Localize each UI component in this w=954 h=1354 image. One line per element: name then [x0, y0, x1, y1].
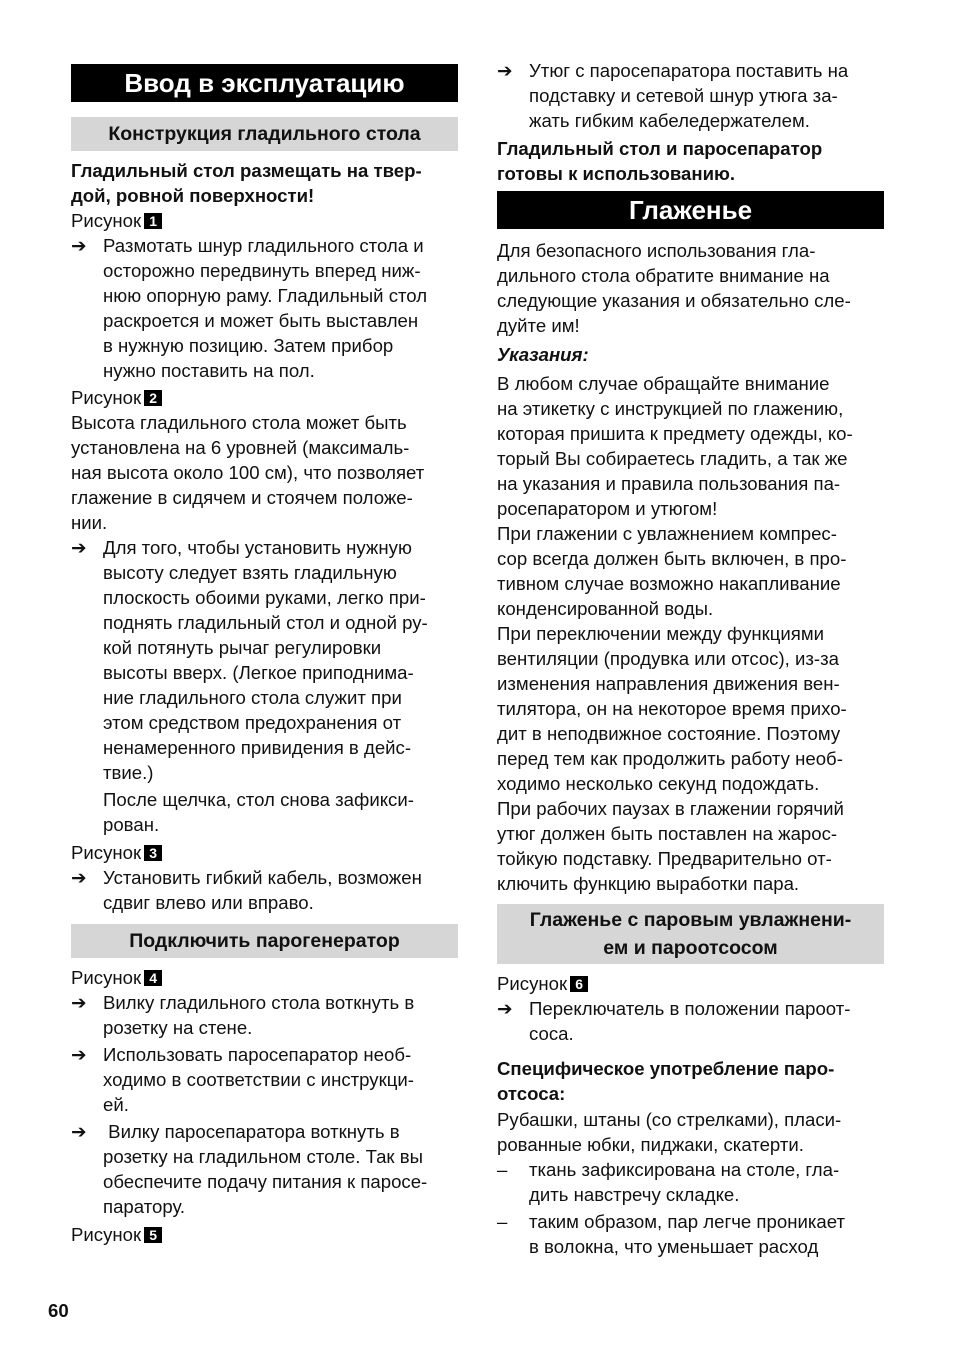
figure-number-badge: 6 — [570, 976, 588, 992]
figure-number-badge: 1 — [144, 213, 162, 229]
page-number: 60 — [48, 1300, 69, 1321]
note-line: При рабочих паузах в глажении горячий — [497, 798, 844, 819]
step-line: кой потянуть рычаг регулировки — [103, 637, 382, 658]
figure-ref-label: Рисунок — [71, 387, 142, 408]
step-line: розетку на гладильном столе. Так вы — [103, 1146, 423, 1167]
figure-ref-2 — [71, 385, 162, 410]
ready-note-line: Гладильный стол и паросепаратор — [497, 138, 823, 159]
paragraph-line: глажение в сидячем и стоячем положе- — [71, 487, 413, 508]
subsection-title-line: ем и пароотсосом — [603, 937, 778, 959]
note-line: на этикетку с инструкцией по глажению, — [497, 398, 844, 419]
paragraph-line: Высота гладильного стола может быть — [71, 412, 407, 433]
paragraph-line: Рубашки, штаны (со стрелками), пласи- — [497, 1109, 842, 1130]
dash-bullet: – — [497, 1159, 508, 1180]
specific-use-heading: Специфическое употребление паро- — [497, 1058, 835, 1079]
note-line: дит в неподвижное состояние. Поэтому — [497, 723, 841, 744]
note-line: которая пришита к предмету одежды, ко- — [497, 423, 853, 444]
step-line: поднять гладильный стол и одной ру- — [103, 612, 428, 633]
step-line: в нужную позицию. Затем прибор — [103, 335, 394, 356]
note-line: тойкую подставку. Предварительно от- — [497, 848, 832, 869]
paragraph-line: Для безопасного использования гла- — [497, 240, 816, 261]
arrow-icon: ➔ — [71, 1044, 87, 1065]
figure-ref-1 — [71, 208, 162, 233]
step-line: твие.) — [103, 762, 154, 783]
step-line: После щелчка, стол снова зафикси- — [103, 789, 414, 810]
paragraph-line: установлена на 6 уровней (максималь- — [71, 437, 410, 458]
subsection-title-steam-ironing — [497, 904, 884, 964]
arrow-icon: ➔ — [497, 60, 513, 81]
paragraph-line: дуйте им! — [497, 315, 580, 336]
step-line: ние гладильного стола служит при — [103, 687, 402, 708]
step-line: Утюг с паросепаратора поставить на — [529, 60, 849, 81]
note-line: При глажении с увлажнением компрес- — [497, 523, 837, 544]
section-title-ironing: Глаженье — [497, 191, 884, 229]
figure-ref-label: Рисунок — [71, 842, 142, 863]
note-line: росепаратором и утюгом! — [497, 498, 718, 519]
step-line: жать гибким кабеледержателем. — [529, 110, 810, 131]
figure-number-badge: 4 — [144, 970, 162, 986]
arrow-icon: ➔ — [497, 998, 513, 1019]
dash-bullet: – — [497, 1211, 508, 1232]
step-line: розетку на стене. — [103, 1017, 253, 1038]
note-line: утюг должен быть поставлен на жарос- — [497, 823, 838, 844]
section-title-operation: Ввод в эксплуатацию — [71, 64, 458, 102]
subsection-title-line: Глаженье с паровым увлажнени- — [529, 909, 852, 931]
arrow-icon: ➔ — [71, 867, 87, 888]
note-line: торый Вы собираетесь гладить, а так же — [497, 448, 848, 469]
intro-warning-line: Гладильный стол размещать на твер- — [71, 160, 422, 181]
step-line: высоты вверх. (Легкое приподнима- — [103, 662, 414, 683]
step-line: сдвиг влево или вправо. — [103, 892, 314, 913]
figure-ref-label: Рисунок — [71, 210, 142, 231]
note-line: тивном случае возможно накапливание — [497, 573, 841, 594]
step-line: Вилку паросепаратора воткнуть в — [103, 1121, 400, 1142]
notes-label: Указания: — [497, 344, 589, 365]
note-line: конденсированной воды. — [497, 598, 714, 619]
step-line: ненамеренного привидения в дейс- — [103, 737, 412, 758]
step-line: Для того, чтобы установить нужную — [103, 537, 412, 558]
step-line: ходимо в соответствии с инструкци- — [103, 1069, 414, 1090]
paragraph-line: ная высота около 100 см), что позволяет — [71, 462, 425, 483]
step-line: раскроется и может быть выставлен — [103, 310, 419, 331]
figure-ref-4 — [71, 965, 162, 990]
step-line: соса. — [529, 1023, 574, 1044]
arrow-icon: ➔ — [71, 992, 87, 1013]
step-line: обеспечите подачу питания к паросе- — [103, 1171, 428, 1192]
figure-ref-label: Рисунок — [71, 1224, 142, 1245]
paragraph-line: нии. — [71, 512, 108, 533]
note-line: изменения направления движения вен- — [497, 673, 840, 694]
step-line: этом средством предохранения от — [103, 712, 402, 733]
subsection-title-connect-steam: Подключить парогенератор — [71, 924, 458, 958]
bullet-line: в волокна, что уменьшает расход — [529, 1236, 819, 1257]
note-line: ключить функцию выработки пара. — [497, 873, 800, 894]
ready-note-line: готовы к использованию. — [497, 163, 736, 184]
step-line: осторожно передвинуть вперед ниж- — [103, 260, 421, 281]
note-line: на указания и правила пользования па- — [497, 473, 841, 494]
figure-number-badge: 3 — [144, 845, 162, 861]
step-line: Переключатель в положении пароот- — [529, 998, 851, 1019]
note-line: сор всегда должен быть включен, в про- — [497, 548, 847, 569]
subsection-title-table-construction: Конструкция гладильного стола — [71, 117, 458, 151]
arrow-icon: ➔ — [71, 235, 87, 256]
arrow-icon: ➔ — [71, 537, 87, 558]
figure-ref-3 — [71, 840, 162, 865]
step-line: Размотать шнур гладильного стола и — [103, 235, 424, 256]
figure-number-badge: 5 — [144, 1227, 162, 1243]
figure-ref-label: Рисунок — [71, 967, 142, 988]
specific-use-heading: отсоса: — [497, 1083, 566, 1104]
figure-ref-6 — [497, 971, 588, 996]
bullet-line: таким образом, пар легче проникает — [529, 1211, 845, 1232]
bullet-line: ткань зафиксирована на столе, гла- — [529, 1159, 840, 1180]
paragraph-line: дильного стола обратите внимание на — [497, 265, 830, 286]
step-line: плоскость обоими руками, легко при- — [103, 587, 426, 608]
note-line: ходимо несколько секунд подождать. — [497, 773, 820, 794]
note-line: перед тем как продолжить работу необ- — [497, 748, 843, 769]
figure-number-badge: 2 — [144, 390, 162, 406]
paragraph-line: рованные юбки, пиджаки, скатерти. — [497, 1134, 804, 1155]
note-line: При переключении между функциями — [497, 623, 825, 644]
step-line: паратору. — [103, 1196, 186, 1217]
arrow-icon: ➔ — [71, 1121, 87, 1142]
step-line: подставку и сетевой шнур утюга за- — [529, 85, 838, 106]
step-line: Использовать паросепаратор необ- — [103, 1044, 412, 1065]
step-line: высоту следует взять гладильную — [103, 562, 397, 583]
bullet-line: дить навстречу складке. — [529, 1184, 740, 1205]
figure-ref-label: Рисунок — [497, 973, 568, 994]
step-line: нужно поставить на пол. — [103, 360, 315, 381]
step-line: рован. — [103, 814, 160, 835]
step-line: ей. — [103, 1094, 129, 1115]
paragraph-line: следующие указания и обязательно сле- — [497, 290, 851, 311]
note-line: вентиляции (продувка или отсос), из-за — [497, 648, 839, 669]
note-line: тилятора, он на некоторое время прихо- — [497, 698, 847, 719]
note-line: В любом случае обращайте внимание — [497, 373, 830, 394]
step-line: Установить гибкий кабель, возможен — [103, 867, 422, 888]
step-line: нюю опорную раму. Гладильный стол — [103, 285, 428, 306]
step-line: Вилку гладильного стола воткнуть в — [103, 992, 415, 1013]
figure-ref-5 — [71, 1222, 162, 1247]
intro-warning-line: дой, ровной поверхности! — [71, 185, 315, 206]
